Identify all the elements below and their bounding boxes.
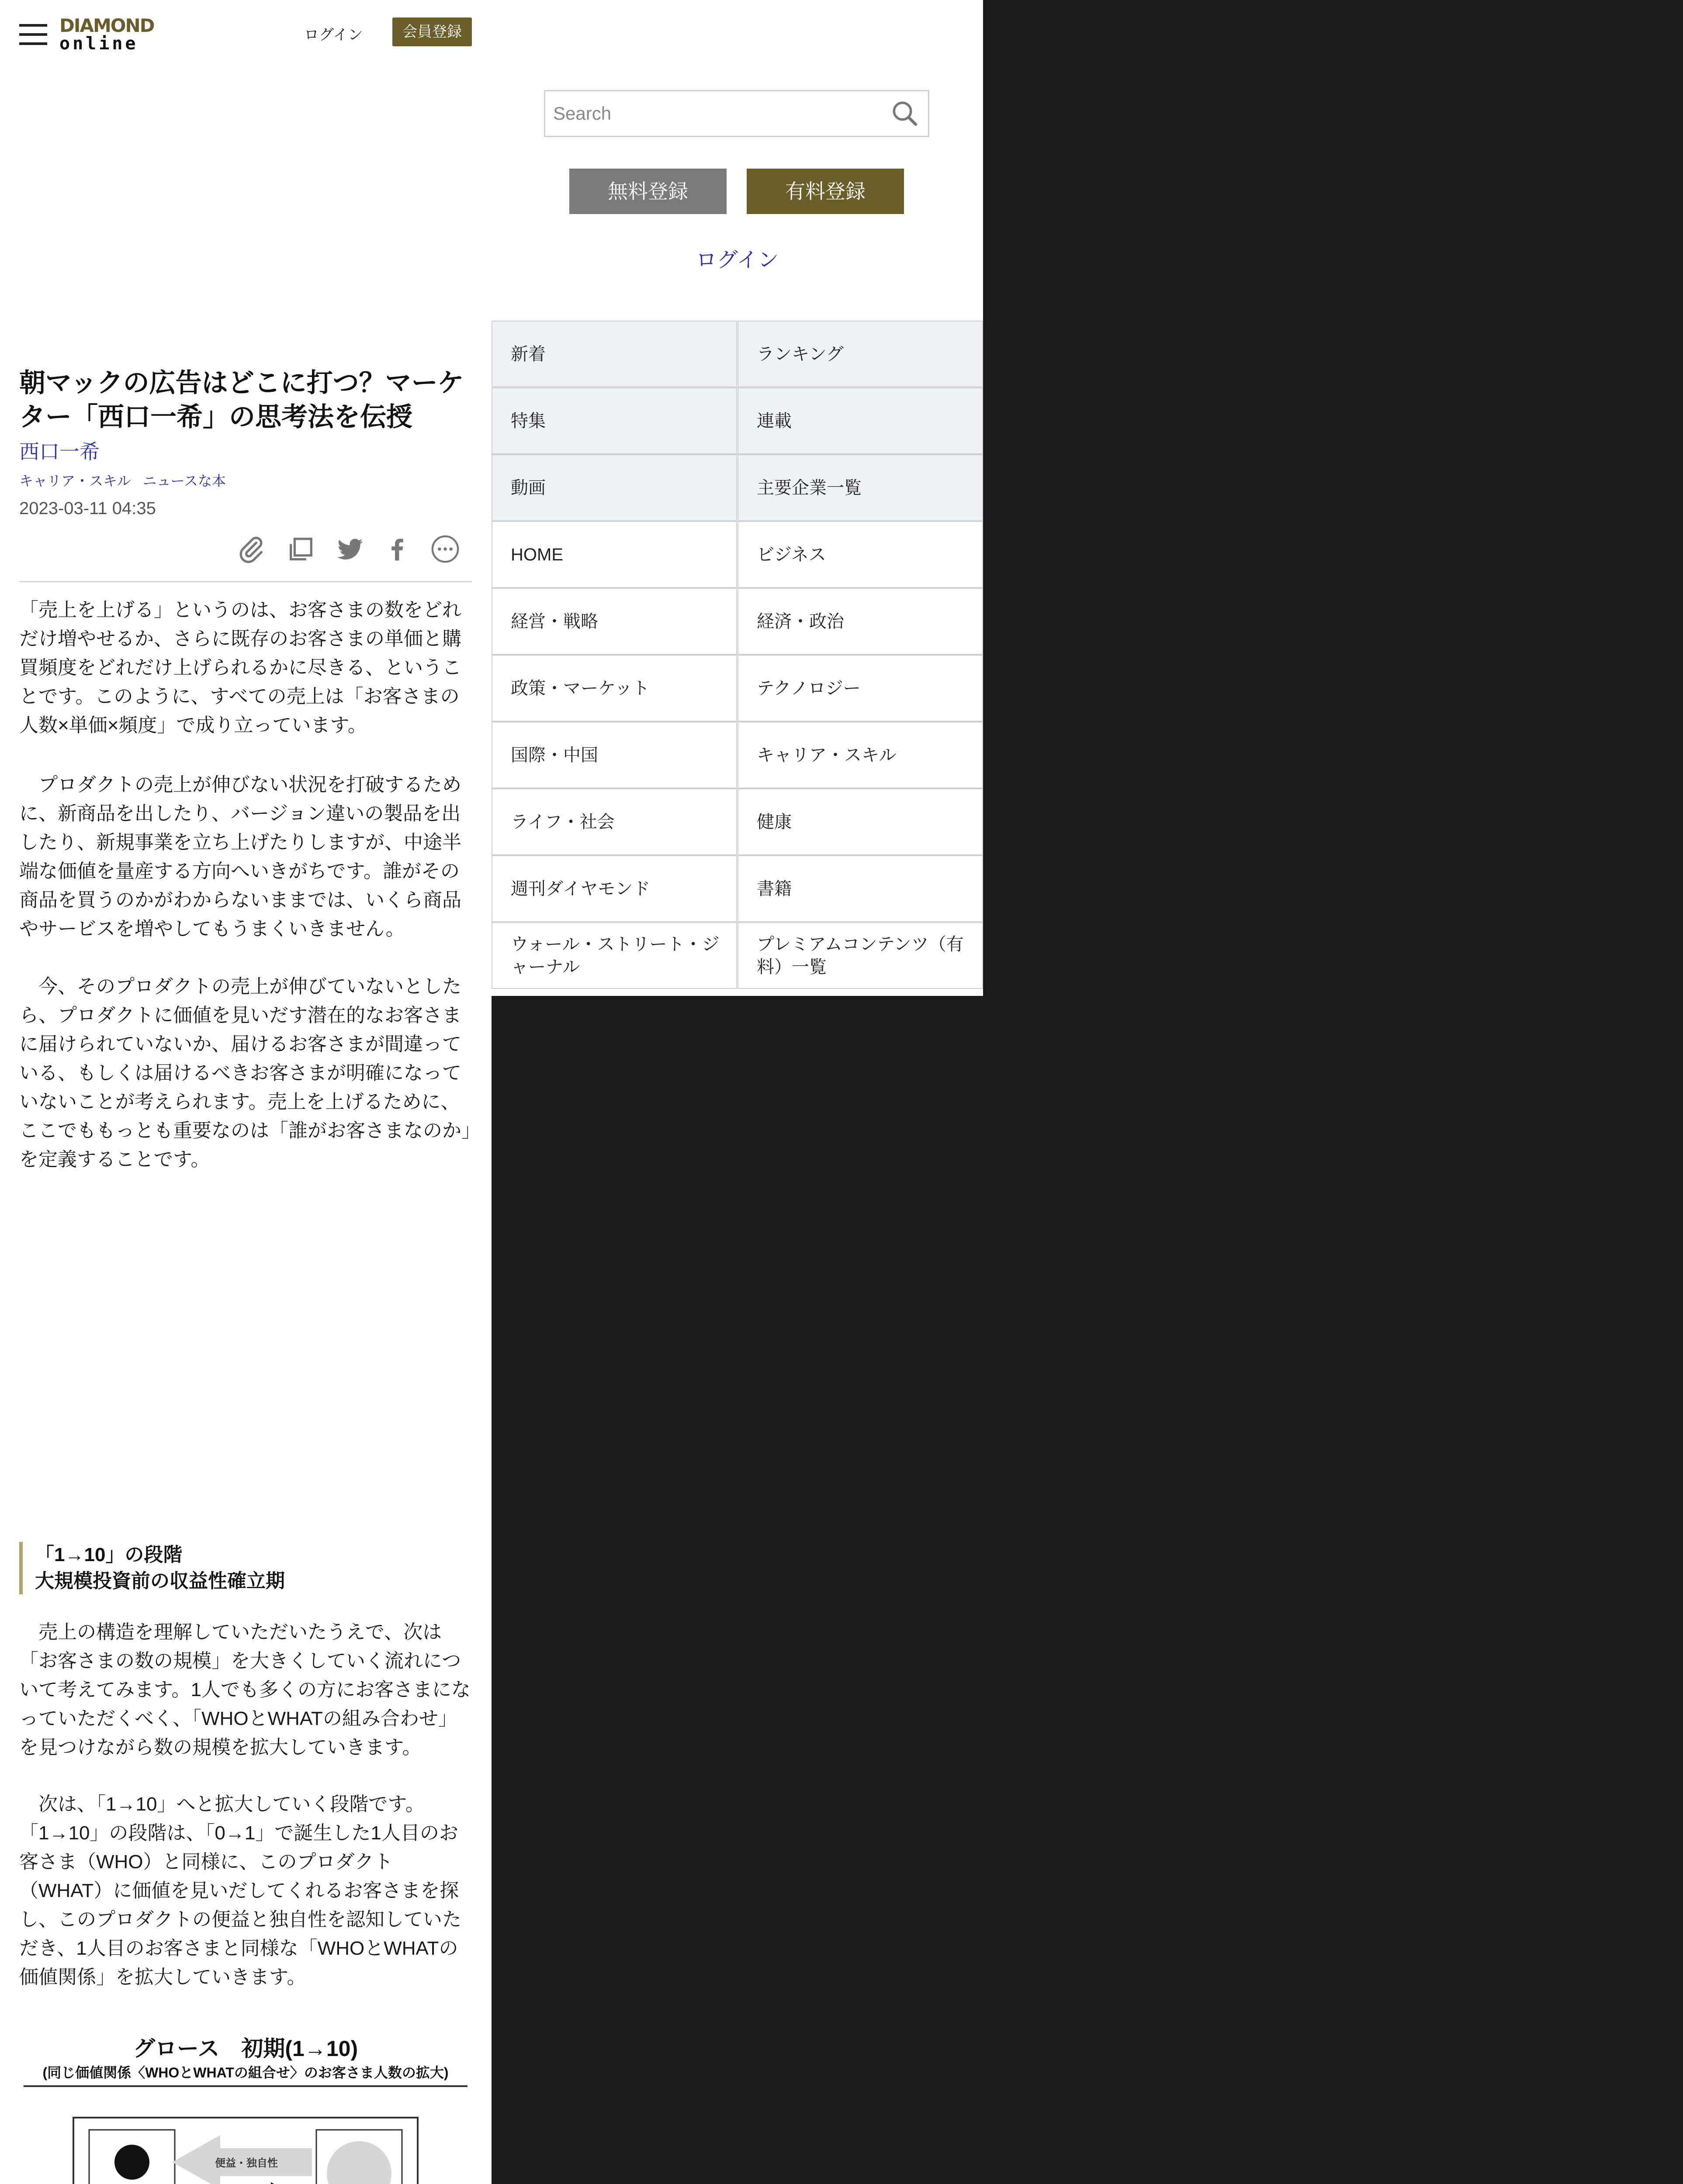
site-logo[interactable] [59,17,154,52]
tag-link[interactable]: キャリア・スキル [19,473,131,489]
menu-item[interactable]: 健康 [738,788,983,855]
divider [19,581,472,582]
more-icon[interactable] [430,534,461,564]
menu-item[interactable]: テクノロジー [738,655,983,722]
copy-icon[interactable] [286,534,316,564]
side-menu [492,0,983,996]
menu-item[interactable]: 政策・マーケット [492,655,737,722]
paid-register-button[interactable]: 有料登録 [747,169,904,214]
free-register-button[interactable]: 無料登録 [569,169,727,214]
menu-item[interactable]: 経営・戦略 [492,588,737,655]
menu-item[interactable]: 動画 [492,454,737,521]
header-register-button[interactable]: 会員登録 [392,17,472,46]
menu-item[interactable]: ウォール・ストリート・ジャーナル [492,922,737,989]
menu-item[interactable]: 主要企業一覧 [738,454,983,521]
article-paragraph: 次は、「1→10」へと拡大していく段階です。「1→10」の段階は、「0→1」で誕生した1人目のお客さま（WHO）と同様に、このプロダクト（WHAT）に価値を見いだしてくれるお客さまを探し、このプロダクトの便益と独自性を認知していただき、1人目のお客さまと同様な「WHOとWHATの価値関係」を拡大していきます。 [19,1794,461,1988]
menu-item[interactable]: 経済・政治 [738,588,983,655]
menu-item[interactable]: 書籍 [738,855,983,922]
menu-item[interactable]: プレミアムコンテンツ（有料）一覧 [738,922,983,989]
logo-line1: DIAMOND [59,15,154,36]
menu-item[interactable]: 連載 [738,387,983,454]
article-paragraph: 今、そのプロダクトの売上が伸びていないとしたら、プロダクトに価値を見いだす潜在的なお客さまに届けられていないか、届けるお客さまが間違っている、もしくは届けるべきお客さまが明確になっていないことが考えられます。売上を上げるために、ここでももっとも重要なのは「誰がお客さまなのか」を定義することです。 [19,976,471,1170]
tag-link[interactable]: ニュースな本 [142,473,226,489]
menu-login-link[interactable]: ログイン [696,249,779,272]
menu-item[interactable]: 週刊ダイヤモンド [492,855,737,922]
search-field[interactable] [544,90,929,137]
figure-title: グロース 初期(1→10) [133,2036,358,2061]
share-bar [236,534,472,564]
logo-line2: online [59,34,139,54]
link-icon[interactable] [236,534,267,564]
header-login-link[interactable]: ログイン [304,27,363,43]
article-tags [19,470,234,490]
figure-subtitle: (同じ価値関係〈WHOとWHATの組合せ〉のお客さま人数の拡大) [42,2065,449,2080]
search-icon[interactable] [890,99,919,128]
menu-item[interactable]: ビジネス [738,521,983,588]
hamburger-menu-icon[interactable] [19,24,47,45]
article-title: 朝マックの広告はどこに打つ？マーケター「西口一希」の思考法を伝授 [19,368,464,432]
menu-item[interactable]: HOME [492,521,737,588]
menu-item[interactable]: ライフ・社会 [492,788,737,855]
article-page [0,0,492,2184]
figure-rule [24,2085,468,2087]
section-heading [19,1542,488,1594]
article-paragraph: プロダクトの売上が伸びない状況を打破するために、新商品を出したり、バージョン違いの製品を出したり、新規事業を立ち上げたりしますが、中途半端な価値を量産する方向へいきがちです。誰がその商品を買うのかがわからないままでは、いくら商品やサービスを増やしてもうまくいきません。 [19,774,461,940]
facebook-icon[interactable] [382,534,412,564]
twitter-icon[interactable] [335,534,365,564]
menu-item[interactable]: 特集 [492,387,737,454]
search-placeholder: Search [553,103,612,124]
growth-diagram[interactable] [19,2092,472,2184]
menu-item[interactable]: 新着 [492,321,737,387]
menu-item[interactable]: キャリア・スキル [738,722,983,788]
article-paragraph: 売上の構造を理解していただいたうえで、次は「お客さまの数の規模」を大きくしていく流れについて考えてみます。1人でも多くの方にお客さまになっていただくべく、「WHOとWHATの組み合わせ」を見つけながら数の規模を拡大していきます。 [19,1621,471,1758]
article-paragraph: 「売上を上げる」というのは、お客さまの数をどれだけ増やせるか、さらに既存のお客さまの単価と購買頻度をどれだけ上げられるかに尽きる、ということです。このように、すべての売上は「お客さまの人数×単価×頻度」で成り立っています。 [19,599,461,736]
menu-item[interactable]: 国際・中国 [492,722,737,788]
benefit-label: 便益・独自性 [215,2157,278,2169]
author-link[interactable]: 西口一希 [19,440,100,463]
publish-date: 2023-03-11 04:35 [19,499,156,518]
section-heading-line2: 大規模投資前の収益性確立期 [35,1570,285,1592]
section-heading-line1: 「1→10」の段階 [35,1544,183,1565]
menu-item[interactable]: ランキング [738,321,983,387]
